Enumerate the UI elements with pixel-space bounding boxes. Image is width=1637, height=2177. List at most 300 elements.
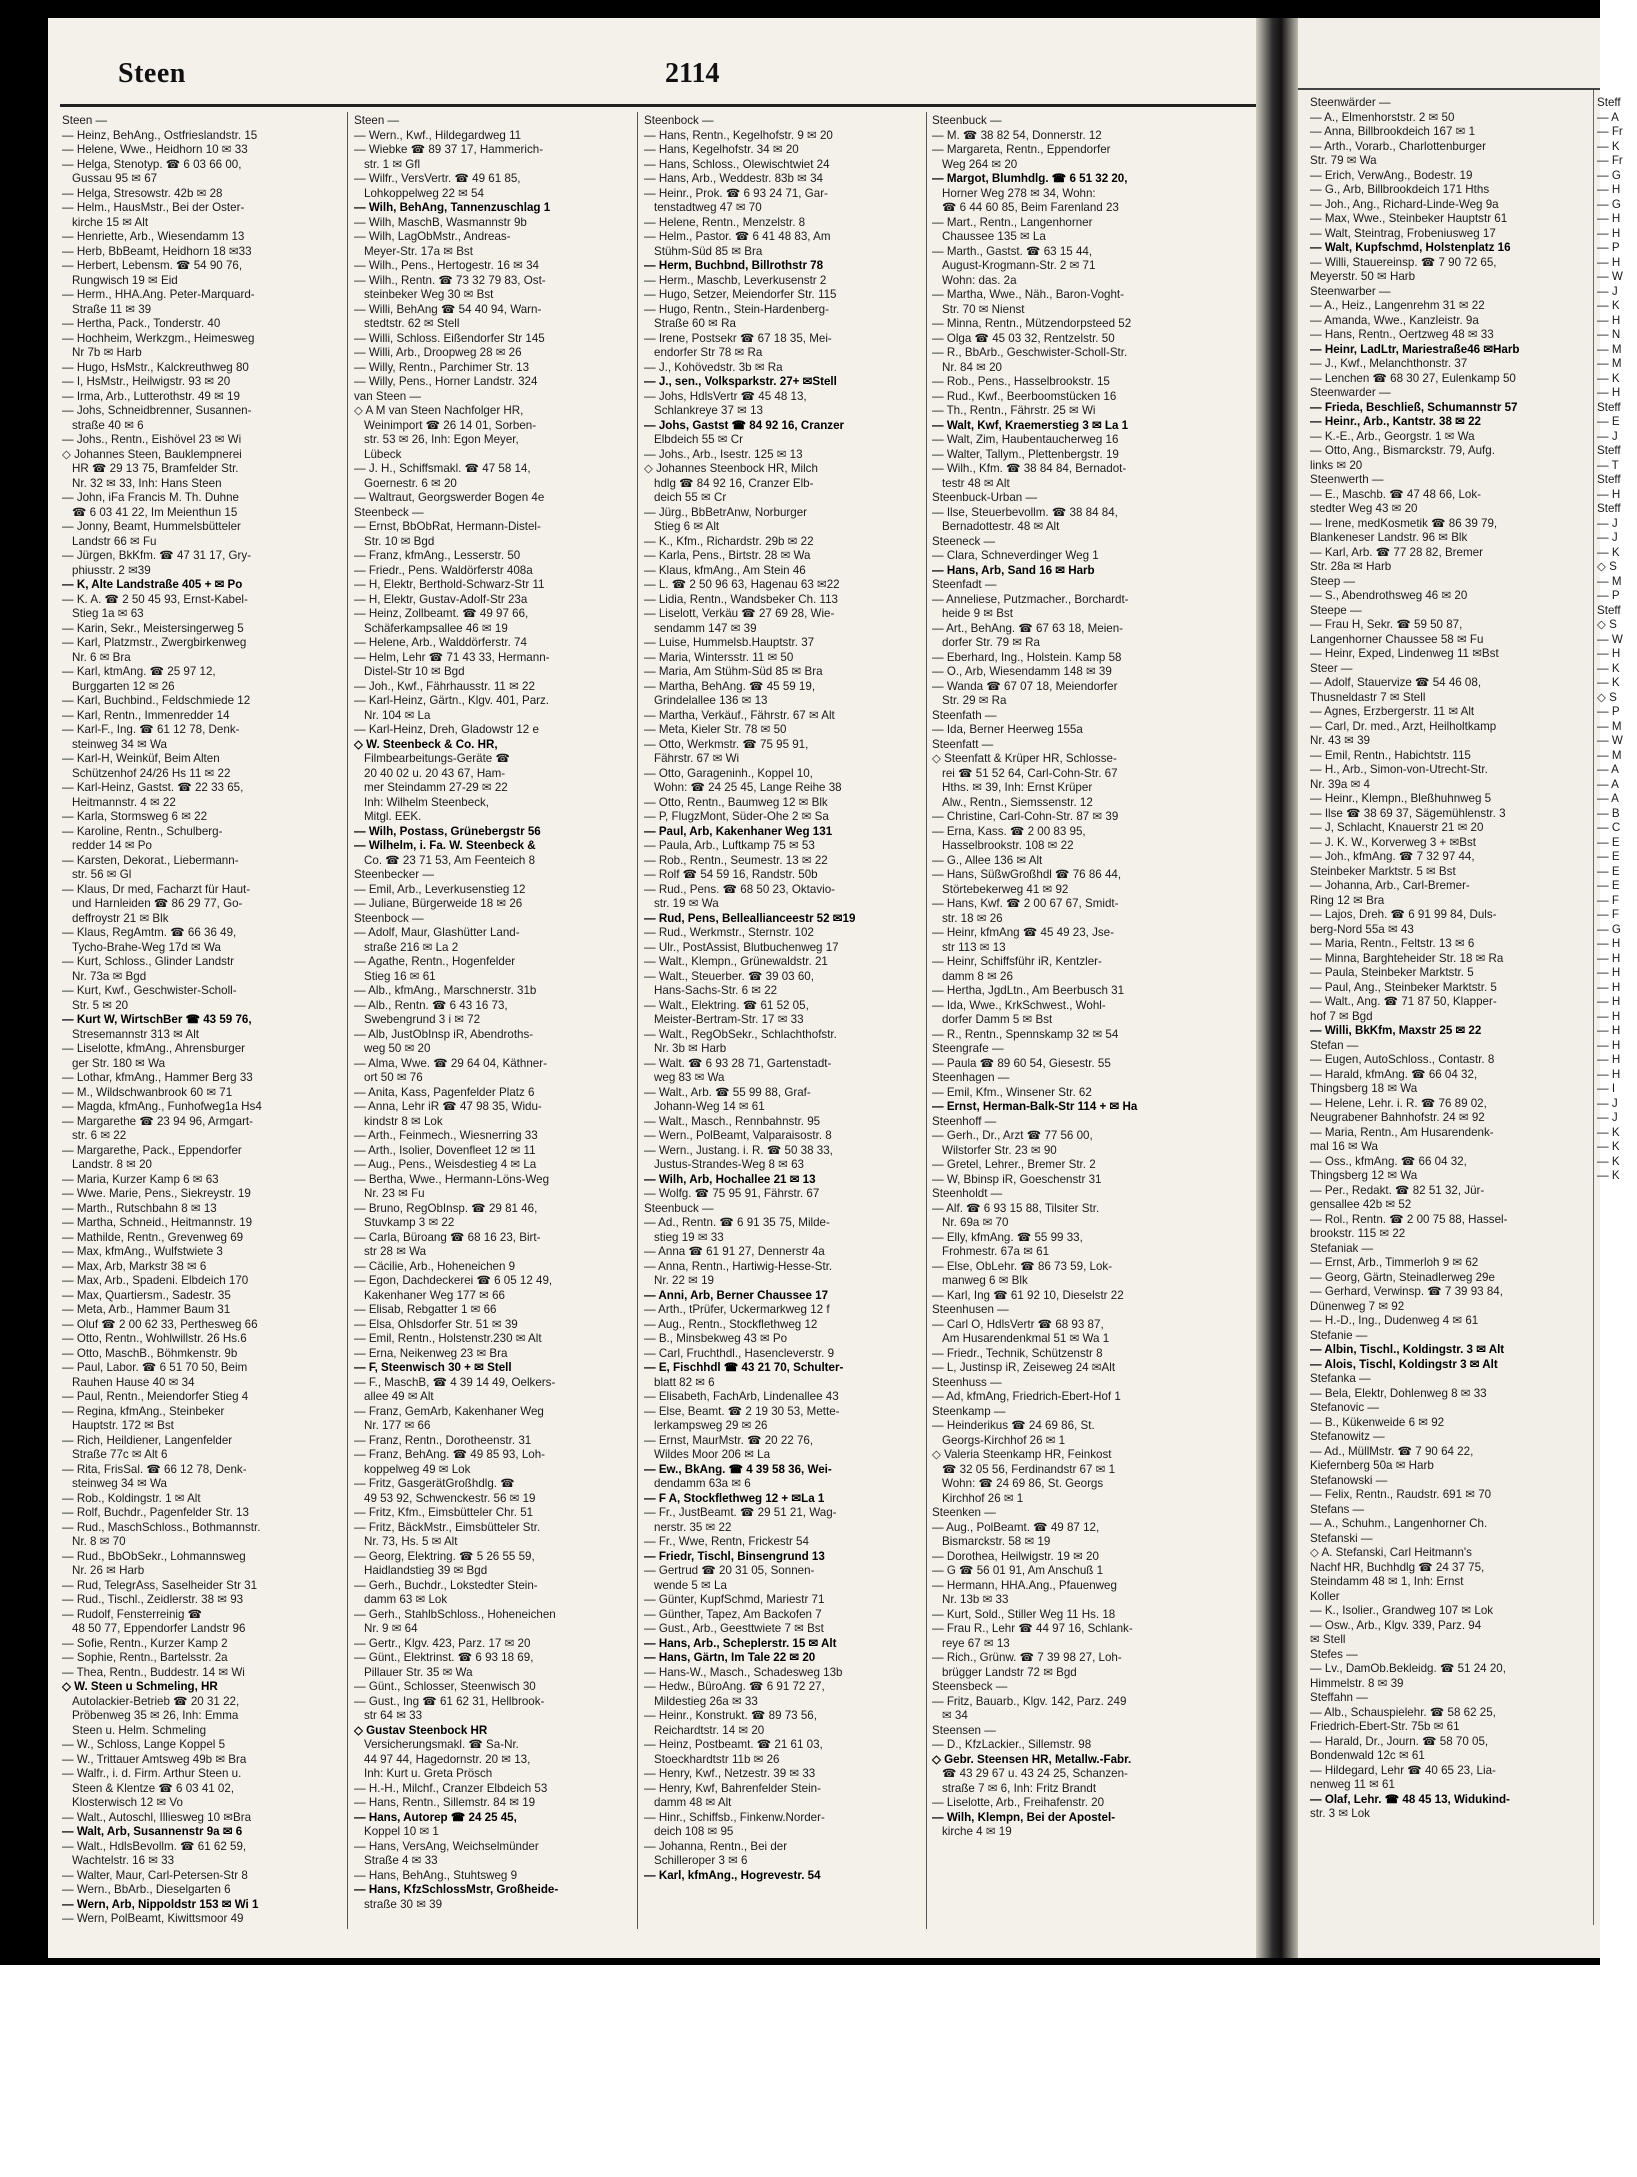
directory-entry-line: — Hermann, HHA.Ang., Pfauenweg xyxy=(932,1578,1117,1592)
directory-entry-line: — G., Allee 136 ✉ Alt xyxy=(932,853,1043,867)
directory-entry-line: — Maria, Rentn., Am Husarendenk- xyxy=(1310,1125,1494,1139)
directory-entry-line: — G xyxy=(1597,922,1621,936)
directory-entry-line: — Alma, Wwe. ☎ 29 64 04, Käthner- xyxy=(354,1056,547,1070)
directory-entry-line: Neugrabener Bahnhofstr. 24 ✉ 92 xyxy=(1310,1111,1485,1124)
directory-entry-line: — Ew., BkAng. ☎ 4 39 58 36, Wei- xyxy=(644,1462,832,1476)
directory-entry-line: kirche 4 ✉ 19 xyxy=(942,1825,1012,1838)
directory-entry-line: — H xyxy=(1597,313,1621,327)
directory-entry-line: Hauptstr. 172 ✉ Bst xyxy=(72,1419,174,1432)
directory-entry-line: — Rita, FrisSal. ☎ 66 12 78, Denk- xyxy=(62,1462,247,1476)
directory-entry-line: — Otto, Ang., Bismarckstr. 79, Aufg. xyxy=(1310,444,1495,457)
directory-entry-line: deffroystr 21 ✉ Blk xyxy=(72,911,169,925)
directory-entry-line: — Rob., Koldingstr. 1 ✉ Alt xyxy=(62,1491,201,1505)
right-page xyxy=(1298,18,1623,1958)
directory-entry-line: — H xyxy=(1597,966,1621,979)
directory-entry-line: Stuvkamp 3 ✉ 22 xyxy=(364,1216,455,1229)
directory-entry-line: — G., Arb, Billbrookdeich 171 Hths xyxy=(1310,183,1490,196)
directory-entry-line: ◇ S xyxy=(1597,618,1617,631)
directory-entry-line: — H xyxy=(1597,1038,1621,1052)
directory-entry-line: heide 9 ✉ Bst xyxy=(942,607,1013,620)
directory-entry-line: — Olaf, Lehr. ☎ 48 45 13, Widukind- xyxy=(1310,1792,1510,1806)
directory-entry-line: — Max, Arb, Markstr 38 ✉ 6 xyxy=(62,1259,207,1273)
surname-heading: Steenhusen — xyxy=(932,1303,1009,1316)
directory-entry-line: — Regina, kfmAng., Steinbeker xyxy=(62,1404,225,1418)
directory-entry-line: Steinbeker Marktstr. 5 ✉ Bst xyxy=(1310,864,1456,878)
directory-entry-line: Nr. 6 ✉ Bra xyxy=(72,650,131,664)
directory-entry-line: — Wern., PolBeamt, Valparaisostr. 8 xyxy=(644,1129,832,1142)
directory-entry-line: ◇ Gebr. Steensen HR, Metallw.-Fabr. xyxy=(932,1752,1132,1766)
directory-entry-line: — J xyxy=(1597,1096,1618,1110)
directory-entry-line: Frohmestr. 67a ✉ 61 xyxy=(942,1245,1050,1258)
directory-entry-line: — Günt., Schlosser, Steenwisch 30 xyxy=(354,1680,536,1693)
directory-entry-line: — H xyxy=(1597,1053,1621,1066)
directory-entry-line: — Karl-Heinz, Dreh, Gladowstr 12 e xyxy=(354,723,539,736)
directory-entry-line: — Eugen, AutoSchloss., Contastr. 8 xyxy=(1310,1053,1495,1066)
directory-entry-line: ◇ A. Stefanski, Carl Heitmann's xyxy=(1310,1546,1472,1559)
directory-entry-line: — Carl O, HdlsVertr ☎ 68 93 87, xyxy=(932,1317,1104,1331)
directory-entry-line: Straße 11 ✉ 39 xyxy=(72,302,152,316)
directory-entry-line: — Walt, Zim, Haubentaucherweg 16 xyxy=(932,433,1119,446)
directory-entry-line: ◇ Gustav Steenbock HR xyxy=(354,1723,488,1737)
directory-entry-line: Straße 77c ✉ Alt 6 xyxy=(72,1448,168,1461)
directory-entry-line: — Else, ObLehr. ☎ 86 73 59, Lok- xyxy=(932,1259,1113,1273)
directory-entry-line: — Gerh., StahlbSchloss., Hoheneichen xyxy=(354,1607,556,1621)
directory-entry-line: Friedrich-Ebert-Str. 75b ✉ 61 xyxy=(1310,1720,1460,1733)
directory-entry-line: — Hans, Autorep ☎ 24 25 45, xyxy=(354,1810,517,1824)
surname-heading: Stefan — xyxy=(1310,1038,1359,1052)
directory-entry-line: Nr. 84 ✉ 20 xyxy=(942,360,1002,374)
directory-entry-line: — Willi, BkKfm, Maxstr 25 ✉ 22 xyxy=(1310,1024,1482,1037)
directory-entry-line: Nr. 39a ✉ 4 xyxy=(1310,777,1370,791)
directory-entry-line: — Rud, TelegrAss, Saselheider Str 31 xyxy=(62,1578,258,1592)
directory-entry-line: — Anna, Billbrookdeich 167 ✉ 1 xyxy=(1310,125,1476,138)
directory-entry-line: brookstr. 115 ✉ 22 xyxy=(1310,1227,1406,1240)
directory-entry-line: Stieg 1a ✉ 63 xyxy=(72,607,144,620)
directory-entry-line: — Franz, Rentn., Dorotheenstr. 31 xyxy=(354,1433,532,1447)
directory-entry-line: Rauhen Hause 40 ✉ 34 xyxy=(72,1375,195,1389)
directory-entry-line: hdlg ☎ 84 92 16, Cranzer Elb- xyxy=(654,476,814,490)
directory-entry-line: — Erna, Neikenweg 23 ✉ Bra xyxy=(354,1346,508,1360)
directory-entry-line: — Friedr., Technik, Schützenstr 8 xyxy=(932,1346,1103,1360)
directory-entry-line: — Margarethe, Pack., Eppendorfer xyxy=(62,1143,242,1157)
directory-entry-line: — Wilh., Rentn. ☎ 73 32 79 83, Ost- xyxy=(354,273,546,287)
directory-entry-line: — Gerh., Buchdr., Lokstedter Stein- xyxy=(354,1578,538,1592)
directory-entry-line: Justus-Strandes-Weg 8 ✉ 63 xyxy=(654,1158,804,1171)
directory-entry-line: — Thea, Rentn., Buddestr. 14 ✉ Wi xyxy=(62,1665,245,1679)
directory-entry-line: Kakenhaner Weg 177 ✉ 66 xyxy=(364,1288,505,1302)
directory-entry-line: 48 50 77, Eppendorfer Landstr 96 xyxy=(72,1622,246,1635)
directory-entry-line: — Hedw., BüroAng. ☎ 6 91 72 27, xyxy=(644,1680,825,1693)
directory-entry-line: — Ad., MüllMstr. ☎ 7 90 64 22, xyxy=(1310,1444,1474,1458)
directory-entry-line: — J xyxy=(1597,531,1618,544)
directory-entry-line: — Herm., HHA.Ang. Peter-Marquard- xyxy=(62,288,255,301)
directory-entry-line: — Henry, Kwf., Netzestr. 39 ✉ 33 xyxy=(644,1767,816,1780)
directory-entry-line: — Otto, Rentn., Baumweg 12 ✉ Blk xyxy=(644,795,828,809)
directory-entry-line: stieg 19 ✉ 33 xyxy=(654,1230,724,1244)
directory-entry-line: — Klaus, kfmAng., Am Stein 46 xyxy=(644,563,806,577)
surname-heading: Steeneck — xyxy=(932,534,996,548)
directory-entry-line: 20 40 02 u. 20 43 67, Ham- xyxy=(364,766,506,780)
surname-heading: Steep — xyxy=(1310,574,1356,588)
directory-entry-line: — E xyxy=(1597,850,1620,863)
directory-entry-line: Himmelstr. 8 ✉ 39 xyxy=(1310,1676,1404,1690)
directory-entry-line: — A., Heiz., Langenrehm 31 ✉ 22 xyxy=(1310,299,1485,312)
directory-entry-line: — Rob., Pens., Hasselbrookstr. 15 xyxy=(932,375,1110,388)
directory-entry-line: Str. 29 ✉ Ra xyxy=(942,694,1007,707)
directory-entry-line: — Walfr., i. d. Firm. Arthur Steen u. xyxy=(62,1767,242,1780)
directory-entry-line: ◇ Valeria Steenkamp HR, Feinkost xyxy=(932,1448,1112,1461)
directory-entry-line: — Karl-H, Weinküf, Beim Alten xyxy=(62,752,220,765)
directory-entry-line: deich 55 ✉ Cr xyxy=(654,491,727,504)
directory-entry-line: — Adolf, Stauervize ☎ 54 46 08, xyxy=(1310,676,1482,689)
directory-entry-line: — Bruno, RegObInsp. ☎ 29 81 46, xyxy=(354,1201,538,1215)
directory-entry-line: — Willi, Schloss. Eißendorfer Str 145 xyxy=(354,331,545,345)
directory-entry-line: — Liselott, Verkäu ☎ 27 69 28, Wie- xyxy=(644,607,835,620)
directory-entry-line: — Irma, Arb., Lutterothstr. 49 ✉ 19 xyxy=(62,389,240,403)
directory-entry-line: — Walt, Steintrag, Frobeniusweg 17 xyxy=(1310,226,1496,240)
directory-entry-line: — Arth., Vorarb., Charlottenburger xyxy=(1310,139,1486,153)
directory-entry-line: berg-Nord 55a ✉ 43 xyxy=(1310,922,1414,936)
directory-entry-line: — Fr., Wwe, Rentn, Frickestr 54 xyxy=(644,1535,809,1548)
directory-entry-line: — H xyxy=(1597,647,1621,660)
surname-heading: Steenbeck — xyxy=(354,505,424,519)
directory-entry-line: — Karl-F., Ing. ☎ 61 12 78, Denk- xyxy=(62,723,240,736)
directory-entry-line: — Johs, Schneidbrenner, Susannen- xyxy=(62,404,252,417)
directory-entry-line: — Wern, PolBeamt, Kiwittsmoor 49 xyxy=(62,1912,244,1925)
directory-entry-line: — Harald, kfmAng. ☎ 66 04 32, xyxy=(1310,1067,1478,1081)
directory-entry-line: str 64 ✉ 33 xyxy=(364,1709,423,1722)
directory-entry-line: — Hugo, HsMstr., Kalckreuthweg 80 xyxy=(62,360,249,374)
directory-entry-line: Am Husarendenkmal 51 ✉ Wa 1 xyxy=(942,1332,1110,1345)
directory-entry-line: — Liselotte, kfmAng., Ahrensburger xyxy=(62,1042,246,1055)
directory-entry-line: — Walt., HdlsBevollm. ☎ 61 62 59, xyxy=(62,1839,247,1853)
surname-heading: Steenbock — xyxy=(354,911,424,925)
directory-entry-line: — Hans, Arb, Sand 16 ✉ Harb xyxy=(932,563,1095,577)
directory-entry-line: str. 6 ✉ 22 xyxy=(72,1129,127,1142)
directory-entry-line: — Hans, Arb., Scheplerstr. 15 ✉ Alt xyxy=(644,1636,837,1650)
directory-entry-line: — Bela, Elektr, Dohlenweg 8 ✉ 33 xyxy=(1310,1386,1487,1400)
directory-entry-line: — Elsa, Ohlsdorfer Str. 51 ✉ 39 xyxy=(354,1317,518,1331)
directory-entry-line: Mildestieg 26a ✉ 33 xyxy=(654,1694,758,1708)
directory-entry-line: — Helm, Lehr ☎ 71 43 33, Hermann- xyxy=(354,650,550,664)
directory-entry-line: brügger Landstr 72 ✉ Bgd xyxy=(942,1665,1077,1679)
directory-entry-line: — Aug., PolBeamt. ☎ 49 87 12, xyxy=(932,1520,1100,1534)
directory-entry-line: — Rudolf, Fensterreinig ☎ xyxy=(62,1607,203,1621)
directory-entry-line: — Helene, Lehr. i. R. ☎ 76 89 02, xyxy=(1310,1096,1487,1110)
directory-entry-line: — Johs, HdlsVertr ☎ 45 48 13, xyxy=(644,389,807,403)
directory-entry-line: — T xyxy=(1597,458,1619,472)
directory-entry-line: Steff xyxy=(1597,603,1621,617)
directory-entry-line: Inh: Kurt u. Greta Prösch xyxy=(364,1767,493,1780)
directory-entry-line: — J, Schlacht, Knauerstr 21 ✉ 20 xyxy=(1310,821,1484,834)
directory-entry-line: — Heinr., Konstrukt. ☎ 89 73 56, xyxy=(644,1709,817,1722)
directory-entry-line: — Hans, Rentn., Kegelhofstr. 9 ✉ 20 xyxy=(644,128,833,142)
directory-entry-line: — Wern, Arb, Nippoldstr 153 ✉ Wi 1 xyxy=(62,1897,259,1911)
directory-entry-line: Alw., Rentn., Siemssenstr. 12 xyxy=(942,795,1093,809)
directory-entry-line: — Heinr, Schiffsführ iR, Kentzler- xyxy=(932,955,1102,968)
surname-heading: Steenwärder — xyxy=(1310,96,1391,109)
directory-entry-line: Nr. 22 ✉ 19 xyxy=(654,1274,714,1287)
directory-entry-line: — Wilh., Pens., Hertogestr. 16 ✉ 34 xyxy=(354,259,539,272)
directory-entry-line: Mitgl. EEK. xyxy=(364,810,422,823)
directory-entry-line: — Gertrud ☎ 20 31 05, Sonnen- xyxy=(644,1564,815,1577)
directory-entry-line: — G xyxy=(1597,197,1621,211)
directory-entry-line: — K xyxy=(1597,1140,1620,1153)
directory-entry-line: Weg 264 ✉ 20 xyxy=(942,157,1018,171)
directory-entry-line: — F., MaschB, ☎ 4 39 14 49, Oelkers- xyxy=(354,1375,556,1389)
directory-entry-line: Versicherungsmakl. ☎ Sa-Nr. xyxy=(364,1738,519,1751)
directory-entry-line: Goernestr. 6 ✉ 20 xyxy=(364,476,457,490)
directory-entry-line: — Paula ☎ 89 60 54, Giesestr. 55 xyxy=(932,1056,1111,1070)
directory-entry-line: — Gertr., Klgv. 423, Parz. 17 ✉ 20 xyxy=(354,1636,531,1650)
directory-entry-line: — Rud., Kwf., Beerboomstücken 16 xyxy=(932,389,1117,403)
directory-entry-line: links ✉ 20 xyxy=(1310,458,1363,472)
directory-entry-line: straße 216 ✉ La 2 xyxy=(364,940,459,954)
directory-entry-line: — Rolf, Buchdr., Pagenfelder Str. 13 xyxy=(62,1506,249,1519)
directory-entry-line: — J xyxy=(1597,1111,1618,1124)
directory-entry-line: — J xyxy=(1597,284,1618,298)
directory-entry-line: — E xyxy=(1597,864,1620,878)
column-divider xyxy=(637,112,638,1929)
right-header-rule xyxy=(1298,88,1600,90)
directory-entry-line: Nr. 69a ✉ 70 xyxy=(942,1216,1009,1229)
directory-entry-line: — C xyxy=(1597,821,1621,834)
directory-entry-line: — A., Elmenhorststr. 2 ✉ 50 xyxy=(1310,110,1455,124)
directory-entry-line: — Hans, Kwf. ☎ 2 00 67 67, Smidt- xyxy=(932,897,1119,910)
directory-entry-line: — Lajos, Dreh. ☎ 6 91 99 84, Duls- xyxy=(1310,908,1497,921)
directory-entry-line: — M xyxy=(1597,357,1622,370)
directory-entry-line: Wohn: ☎ 24 69 86, St. Georgs xyxy=(942,1477,1104,1490)
directory-entry-line: — Art., BehAng. ☎ 67 63 18, Meien- xyxy=(932,621,1124,635)
directory-entry-line: — Fritz, Bauarb., Klgv. 142, Parz. 249 xyxy=(932,1694,1127,1708)
directory-entry-line: — Waltraut, Georgswerder Bogen 4e xyxy=(354,491,545,504)
directory-entry-line: — Hans, BehAng., Stuhtsweg 9 xyxy=(354,1868,518,1882)
directory-entry-line: — Anneliese, Putzmacher., Borchardt- xyxy=(932,592,1129,606)
directory-entry-line: tenstadtweg 47 ✉ 70 xyxy=(654,201,762,214)
directory-entry-line: Filmbearbeitungs-Geräte ☎ xyxy=(364,752,510,765)
directory-entry-line: — Rol., Rentn. ☎ 2 00 75 88, Hassel- xyxy=(1310,1212,1508,1226)
directory-entry-line: — Johanna, Rentn., Bei der xyxy=(644,1839,788,1853)
directory-entry-line: Stühm-Süd 85 ✉ Bra xyxy=(654,244,763,258)
directory-entry-line: Langenhorner Chaussee 58 ✉ Fu xyxy=(1310,632,1484,646)
directory-entry-line: — Walter, Tallym., Plettenbergstr. 19 xyxy=(932,447,1119,461)
directory-entry-line: — Otto, MaschB., Böhmkenstr. 9b xyxy=(62,1346,238,1360)
directory-entry-line: — Helene, Rentn., Menzelstr. 8 xyxy=(644,215,806,229)
directory-entry-line: dorfer Damm 5 ✉ Bst xyxy=(942,1013,1053,1026)
directory-entry-line: — Juliane, Bürgerweide 18 ✉ 26 xyxy=(354,897,523,910)
directory-entry-line: — Herb, BbBeamt, Heidhorn 18 ✉33 xyxy=(62,244,252,258)
directory-entry-line: — Wwe. Marie, Pens., Siekreystr. 19 xyxy=(62,1187,251,1200)
directory-entry-line: straße 7 ✉ 6, Inh: Fritz Brandt xyxy=(942,1781,1097,1795)
directory-entry-line: — Per., Redakt. ☎ 82 51 32, Jür- xyxy=(1310,1183,1485,1197)
directory-entry-line: — Joh., Kwf., Fährhausstr. 11 ✉ 22 xyxy=(354,679,535,693)
directory-entry-line: Grindelallee 136 ✉ 13 xyxy=(654,694,768,707)
directory-entry-line: straße 40 ✉ 6 xyxy=(72,418,144,432)
directory-entry-line: hof 7 ✉ Bgd xyxy=(1310,1009,1373,1023)
directory-entry-line: — Emil, Rentn., Habichtstr. 115 xyxy=(1310,748,1471,762)
directory-entry-line: gensallee 42b ✉ 52 xyxy=(1310,1198,1412,1211)
directory-entry-line: — Hugo, Rentn., Stein-Hardenberg- xyxy=(644,302,829,316)
directory-entry-line: Haidlandstieg 39 ✉ Bgd xyxy=(364,1564,488,1577)
directory-entry-line: ☎ 6 44 60 85, Beim Farenland 23 xyxy=(942,201,1119,214)
directory-entry-line: — Fritz, Kfm., Eimsbütteler Chr. 51 xyxy=(354,1506,534,1519)
directory-entry-line: — Karsten, Dekorat., Liebermann- xyxy=(62,853,239,867)
directory-entry-line: — Carla, Büroang ☎ 68 16 23, Birt- xyxy=(354,1230,541,1244)
directory-entry-line: str. 18 ✉ 26 xyxy=(942,911,1003,925)
directory-entry-line: — Walt., RegObSekr., Schlachthofstr. xyxy=(644,1027,837,1041)
directory-entry-line: — Hinr., Schiffsb., Finkenw.Norder- xyxy=(644,1810,825,1824)
directory-entry-line: — Kurt, Kwf., Geschwister-Scholl- xyxy=(62,984,237,997)
directory-entry-line: blatt 82 ✉ 6 xyxy=(654,1375,715,1389)
directory-entry-line: — Günter, KupfSchmd, Mariestr 71 xyxy=(644,1593,825,1606)
directory-entry-line: — J., sen., Volksparkstr. 27+ ✉Stell xyxy=(644,375,837,388)
directory-entry-line: Steff xyxy=(1597,444,1621,457)
directory-entry-line: — Ida, Wwe., KrkSchwest., Wohl- xyxy=(932,998,1106,1012)
directory-entry-line: — Rud., Pens. ☎ 68 50 23, Oktavio- xyxy=(644,882,836,896)
directory-entry-line: — Karin, Sekr., Meistersingerweg 5 xyxy=(62,621,244,635)
directory-entry-line: Horner Weg 278 ✉ 34, Wohn: xyxy=(942,186,1096,200)
directory-entry-line: Kirchhof 26 ✉ 1 xyxy=(942,1491,1024,1505)
directory-entry-line: — Frau R., Lehr ☎ 44 97 16, Schlank- xyxy=(932,1622,1133,1635)
directory-entry-line: — Rich., Grünw. ☎ 7 39 98 27, Loh- xyxy=(932,1651,1122,1664)
directory-entry-line: — Gerh., Dr., Arzt ☎ 77 56 00, xyxy=(932,1129,1093,1142)
directory-entry-line: mal 16 ✉ Wa xyxy=(1310,1140,1378,1153)
directory-entry-line: Nr. 104 ✉ La xyxy=(364,708,431,722)
directory-entry-line: — Harald, Dr., Journ. ☎ 58 70 05, xyxy=(1310,1734,1489,1748)
directory-entry-line: — Fr xyxy=(1597,154,1623,167)
directory-entry-line: — Martha, Wwe., Näh., Baron-Voght- xyxy=(932,288,1125,301)
directory-entry-line: — Heinz, Zollbeamt. ☎ 49 97 66, xyxy=(354,607,529,620)
directory-entry-line: straße 30 ✉ 39 xyxy=(364,1897,443,1911)
directory-entry-line: — A xyxy=(1597,777,1619,791)
directory-entry-line: — Mathilde, Rentn., Grevenweg 69 xyxy=(62,1230,244,1244)
directory-entry-line: — Wilhelm, i. Fa. W. Steenbeck & xyxy=(354,839,536,852)
directory-entry-line: — K., Isolier., Grandweg 107 ✉ Lok xyxy=(1310,1604,1494,1617)
directory-entry-line: — Joh., Ang., Richard-Linde-Weg 9a xyxy=(1310,197,1499,211)
directory-entry-line: — W xyxy=(1597,270,1623,283)
directory-entry-line: Meyer-Str. 17a ✉ Bst xyxy=(364,244,473,258)
directory-entry-line: — J., Kohövedstr. 3b ✉ Ra xyxy=(644,360,783,374)
directory-entry-line: — A., Schuhm., Langenhorner Ch. xyxy=(1310,1517,1488,1530)
directory-entry-line: — Otto, Garageninh., Koppel 10, xyxy=(644,766,813,780)
directory-entry-line: — Rud., MaschSchloss., Bothmannstr. xyxy=(62,1520,261,1534)
directory-entry-line: dendamm 63a ✉ 6 xyxy=(654,1477,751,1490)
directory-entry-line: — Walt., Elektring. ☎ 61 52 05, xyxy=(644,998,809,1012)
directory-entry-line: — J. H., Schiffsmakl. ☎ 47 58 14, xyxy=(354,462,531,475)
directory-entry-line: — Christine, Carl-Cohn-Str. 87 ✉ 39 xyxy=(932,810,1119,823)
surname-heading: Steffahn — xyxy=(1310,1691,1368,1704)
directory-entry-line: — Fr., JustBeamt. ☎ 29 51 21, Wag- xyxy=(644,1506,837,1519)
directory-entry-line: — Johs., Rentn., Eishövel 23 ✉ Wi xyxy=(62,433,242,446)
directory-entry-line: Swebengrund 3 i ✉ 72 xyxy=(364,1013,481,1026)
directory-entry-line: — H xyxy=(1597,183,1621,196)
directory-entry-line: — Hans, KfzSchlossMstr, Großheide- xyxy=(354,1883,559,1896)
directory-entry-line: HR ☎ 29 13 75, Bramfelder Str. xyxy=(72,462,239,475)
directory-entry-line: Nr. 32 ✉ 33, Inh: Hans Steen xyxy=(72,476,222,490)
directory-entry-line: — A xyxy=(1597,763,1619,776)
directory-entry-line: — Otto, Werkmstr. ☎ 75 95 91, xyxy=(644,737,809,751)
directory-entry-line: Str. 10 ✉ Bgd xyxy=(364,534,435,548)
directory-entry-line: — Th., Rentn., Fährstr. 25 ✉ Wi xyxy=(932,404,1096,417)
directory-entry-line: ort 50 ✉ 76 xyxy=(364,1071,423,1084)
directory-entry-line: — Magda, kfmAng., Funhofweg1a Hs4 xyxy=(62,1100,262,1113)
directory-entry-line: — R., Rentn., Spennskamp 32 ✉ 54 xyxy=(932,1027,1119,1041)
surname-heading: Steenbecker — xyxy=(354,868,434,881)
directory-entry-line: — Willy, Pens., Horner Landstr. 324 xyxy=(354,375,538,388)
directory-entry-line: — Fr xyxy=(1597,125,1623,138)
directory-entry-line: — Hans-W., Masch., Schadesweg 13b xyxy=(644,1665,843,1679)
directory-entry-line: — Wilfr., VersVertr. ☎ 49 61 85, xyxy=(354,172,521,185)
directory-entry-line: — Wern., Kwf., Hildegardweg 11 xyxy=(354,128,522,142)
right-column-divider xyxy=(1593,90,1594,1925)
directory-entry-line: — Ad., Rentn. ☎ 6 91 35 75, Milde- xyxy=(644,1216,830,1229)
directory-entry-line: — Rud., Werkmstr., Sternstr. 102 xyxy=(644,926,814,939)
directory-entry-line: — Karla, Stormsweg 6 ✉ 22 xyxy=(62,810,208,823)
directory-entry-line: Nr. 177 ✉ 66 xyxy=(364,1419,431,1432)
directory-entry-line: — Wilh, Postass, Grünebergstr 56 xyxy=(354,824,541,838)
directory-entry-line: — Hochheim, Werkzgm., Heimesweg xyxy=(62,331,255,345)
surname-heading: Steenbuck — xyxy=(932,114,1002,127)
directory-entry-line: str. 3 ✉ Lok xyxy=(1310,1807,1370,1820)
directory-entry-line: — Joh., kfmAng. ☎ 7 32 97 44, xyxy=(1310,850,1475,863)
directory-entry-line: — Georg, Elektring. ☎ 5 26 55 59, xyxy=(354,1549,535,1563)
directory-entry-line: — K xyxy=(1597,1169,1620,1182)
directory-entry-line: — Wanda ☎ 67 07 18, Meiendorfer xyxy=(932,679,1118,693)
directory-entry-line: Heitmannstr. 4 ✉ 22 xyxy=(72,795,176,809)
directory-entry-line: — Erna, Kass. ☎ 2 00 83 95, xyxy=(932,824,1086,838)
directory-entry-line: ◇ W. Steenbeck & Co. HR, xyxy=(354,737,498,751)
directory-entry-line: — Lv., DamOb.Bekleidg. ☎ 51 24 20, xyxy=(1310,1662,1506,1675)
directory-entry-line: — Jürg., BbBetrAnw, Norburger xyxy=(644,505,808,519)
directory-entry-line: — K xyxy=(1597,545,1620,559)
directory-entry-line: — Ernst, BbObRat, Hermann-Distel- xyxy=(354,520,541,533)
directory-entry-line: Steff xyxy=(1597,400,1621,414)
surname-heading: Steenbock — xyxy=(644,114,714,127)
directory-entry-line: — Gerhard, Verwinsp. ☎ 7 39 93 84, xyxy=(1310,1285,1503,1298)
directory-entry-line: ✉ Stell xyxy=(1310,1633,1346,1646)
directory-entry-line: — K xyxy=(1597,371,1620,385)
directory-entry-line: — J xyxy=(1597,429,1618,443)
surname-heading: Stefanski — xyxy=(1310,1531,1373,1545)
directory-entry-line: — Anita, Kass, Pagenfelder Platz 6 xyxy=(354,1085,535,1099)
directory-entry-line: — Maria, Kurzer Kamp 6 ✉ 63 xyxy=(62,1172,219,1186)
directory-entry-line: — Aug., Rentn., Stockflethweg 12 xyxy=(644,1317,818,1331)
directory-entry-line: — G ☎ 56 01 91, Am Anschuß 1 xyxy=(932,1564,1104,1577)
directory-entry-line: — Georg, Gärtn, Steinadlerweg 29e xyxy=(1310,1270,1495,1284)
directory-entry-line: Weinimport ☎ 26 14 01, Sorben- xyxy=(364,418,537,432)
directory-entry-line: testr 48 ✉ Alt xyxy=(942,476,1010,490)
directory-entry-line: — Bertha, Wwe., Hermann-Löns-Weg xyxy=(354,1172,550,1186)
directory-entry-line: Hasselbrookstr. 108 ✉ 22 xyxy=(942,839,1074,852)
directory-entry-line: Wohn: ☎ 24 25 45, Lange Reihe 38 xyxy=(654,781,842,794)
directory-entry-line: kindstr 8 ✉ Lok xyxy=(364,1114,443,1128)
directory-entry-line: ◇ S xyxy=(1597,690,1617,704)
directory-entry-line: — Egon, Dachdeckerei ☎ 6 05 12 49, xyxy=(354,1274,553,1287)
directory-entry-line: — Margot, Blumhdlg. ☎ 6 51 32 20, xyxy=(932,172,1128,185)
directory-entry-line: — Maria, Wintersstr. 11 ✉ 50 xyxy=(644,650,794,664)
directory-entry-line: — Alb, JustObInsp iR, Abendroths- xyxy=(354,1027,534,1041)
directory-entry-line: ✉ 34 xyxy=(942,1709,968,1722)
directory-entry-line: — K. A. ☎ 2 50 45 93, Ernst-Kabel- xyxy=(62,592,248,606)
directory-entry-line: — K xyxy=(1597,676,1620,689)
directory-entry-line: Pröbenweg 35 ✉ 26, Inh: Emma xyxy=(72,1709,239,1722)
directory-column-4 xyxy=(932,114,1217,1929)
directory-entry-line: — Heinz, Postbeamt. ☎ 21 61 03, xyxy=(644,1738,823,1751)
directory-entry-line: Elbdeich 55 ✉ Cr xyxy=(654,433,743,446)
directory-entry-line: phiusstr. 2 ✉39 xyxy=(72,563,151,577)
right-directory-column-2 xyxy=(1597,96,1637,1926)
directory-entry-line: Schlankreye 37 ✉ 13 xyxy=(654,404,763,417)
